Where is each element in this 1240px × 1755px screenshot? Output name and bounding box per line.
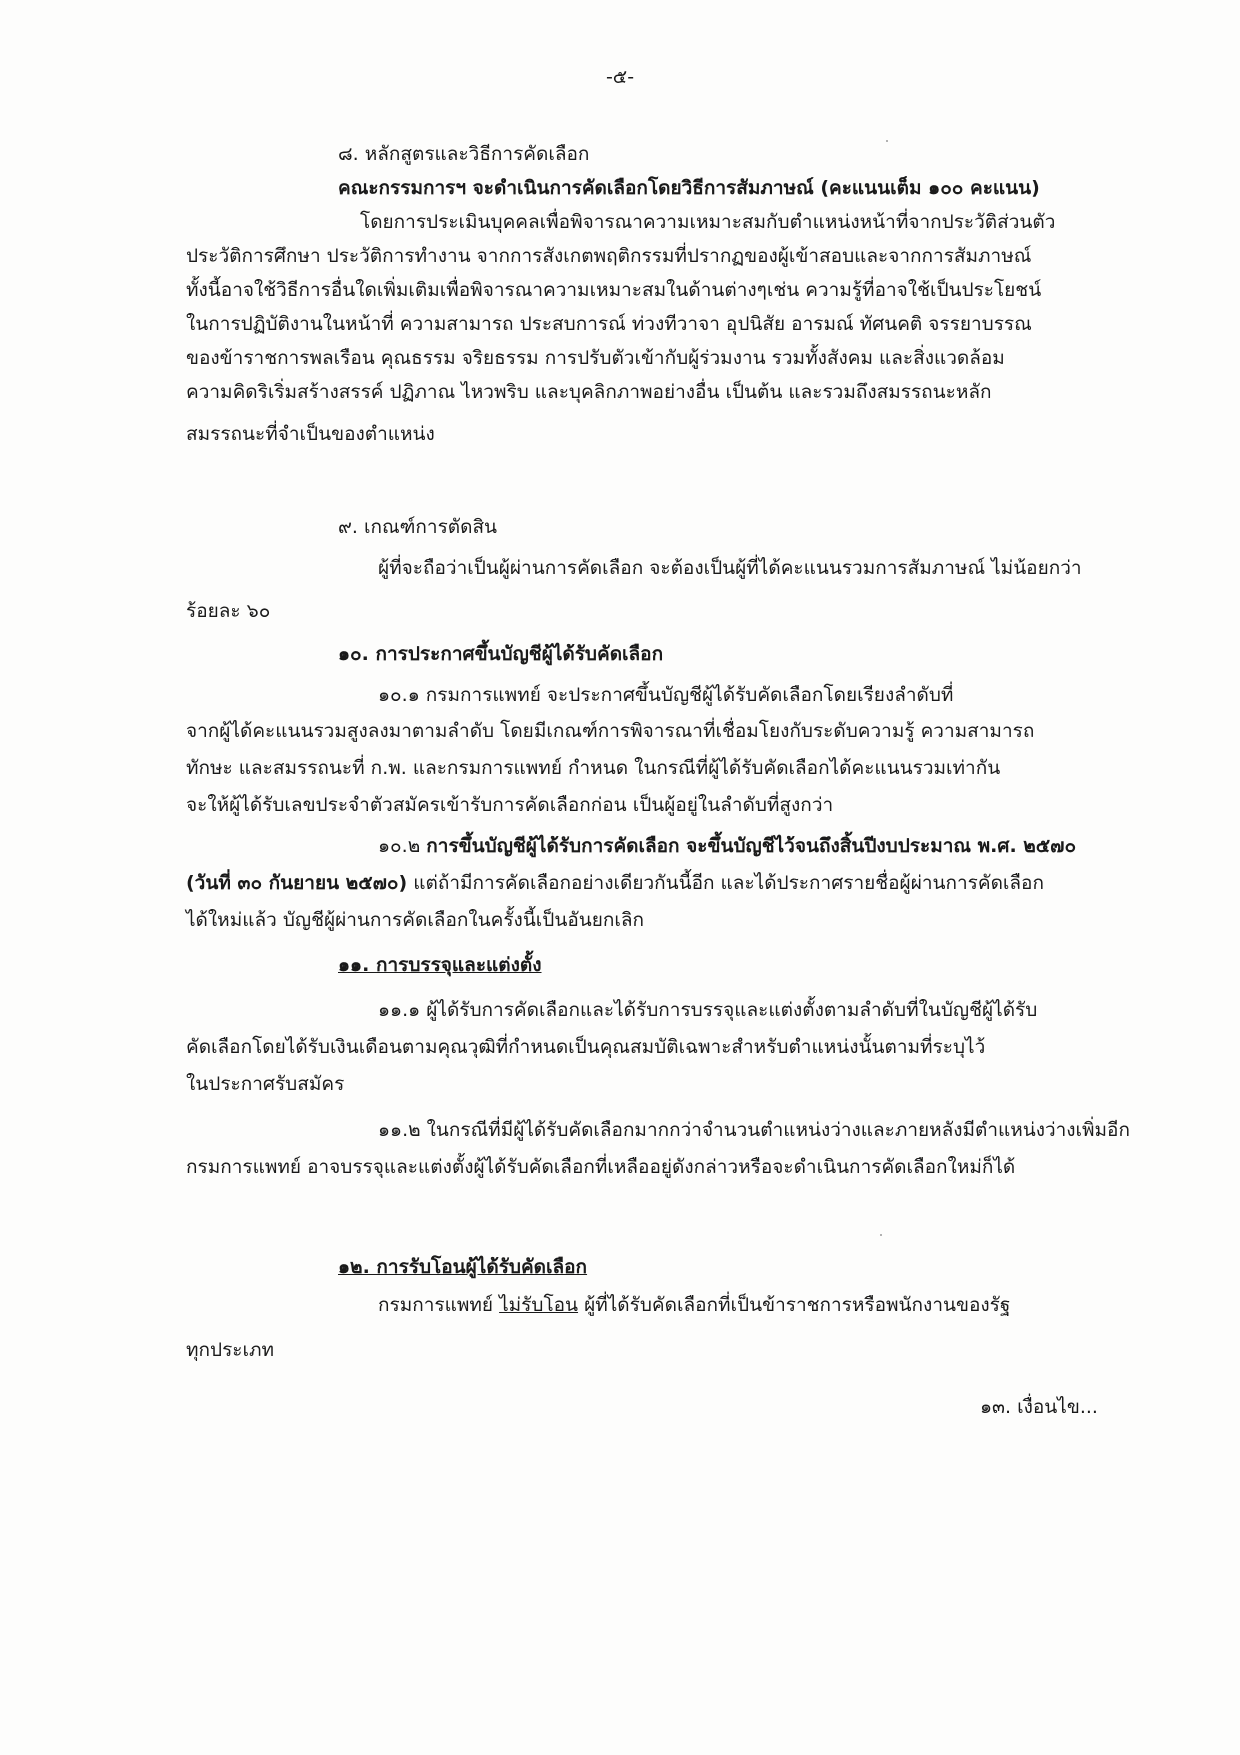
section-9-heading: ๙. เกณฑ์การตัดสิน xyxy=(338,516,498,538)
section-12-dept: กรมการแพทย์ xyxy=(378,1294,494,1316)
section-8-line-1: โดยการประเมินบุคคลเพื่อพิจารณาความเหมาะสมกับตำแหน่งหน้าที่จากประวัติส่วนตัว xyxy=(360,211,1056,233)
section-11-1-line-3: ในประกาศรับสมัคร xyxy=(186,1073,345,1095)
section-10-2-bold-text: การขึ้นบัญชีผู้ได้รับการคัดเลือก จะขึ้นบัญชีไว้จนถึงสิ้นปีงบประมาณ พ.ศ. ๒๕๗๐ xyxy=(426,835,1077,857)
section-8-line-3: ทั้งนี้อาจใช้วิธีการอื่นใดเพิ่มเติมเพื่อพิจารณาความเหมาะสมในด้านต่างๆเช่น ความรู้ที่อาจใช้เป็นประโยชน์ xyxy=(186,279,1042,301)
section-8-heading: ๘. หลักสูตรและวิธีการคัดเลือก xyxy=(338,143,590,165)
section-8-line-7: สมรรถนะที่จำเป็นของตำแหน่ง xyxy=(186,423,435,445)
section-11-1-line-2: คัดเลือกโดยได้รับเงินเดือนตามคุณวุฒิที่กำหนดเป็นคุณสมบัติเฉพาะสำหรับตำแหน่งนั้นตามที่ระบุไว้ xyxy=(186,1036,986,1058)
section-10-2-line-2 xyxy=(186,866,1044,900)
section-11-2-line-2: กรมการแพทย์ อาจบรรจุและแต่งตั้งผู้ได้รับคัดเลือกที่เหลืออยู่ดังกล่าวหรือจะดำเนินการคัดเลือกใหม่ก็ได้ xyxy=(186,1156,1016,1178)
section-10-2-line-2-text: แต่ถ้ามีการคัดเลือกอย่างเดียวกันนี้อีก และได้ประกาศรายชื่อผู้ผ่านการคัดเลือก xyxy=(413,872,1044,894)
section-12-line-2: ทุกประเภท xyxy=(186,1339,275,1361)
section-10-1-line-4: จะให้ผู้ได้รับเลขประจำตัวสมัครเข้ารับการคัดเลือกก่อน เป็นผู้อยู่ในลำดับที่สูงกว่า xyxy=(186,794,834,816)
section-10-1-line-3: ทักษะ และสมรรถนะที่ ก.พ. และกรมการแพทย์ กำหนด ในกรณีที่ผู้ได้รับคัดเลือกได้คะแนนรวมเท่ากัน xyxy=(186,757,1001,779)
scan-speck xyxy=(886,140,888,142)
section-10-2-date: (วันที่ ๓๐ กันยายน ๒๕๗๐) xyxy=(186,872,408,894)
section-11-2-line-1: ๑๑.๒ ในกรณีที่มีผู้ได้รับคัดเลือกมากกว่าจำนวนตำแหน่งว่างและภายหลังมีตำแหน่งว่างเพิ่มอีก xyxy=(378,1119,1130,1141)
section-11-heading: ๑๑. การบรรจุและแต่งตั้ง xyxy=(338,954,542,976)
section-10-heading: ๑๐. การประกาศขึ้นบัญชีผู้ได้รับคัดเลือก xyxy=(338,643,664,665)
section-8-line-4: ในการปฏิบัติงานในหน้าที่ ความสามารถ ประสบการณ์ ท่วงทีวาจา อุปนิสัย อารมณ์ ทัศนคติ จรรยาบรรณ xyxy=(186,313,1032,335)
section-10-1-line-1: ๑๐.๑ กรมการแพทย์ จะประกาศขึ้นบัญชีผู้ได้รับคัดเลือกโดยเรียงลำดับที่ xyxy=(378,684,954,706)
section-8-line-5: ของข้าราชการพลเรือน คุณธรรม จริยธรรม การปรับตัวเข้ากับผู้ร่วมงาน รวมทั้งสังคม และสิ่งแวดล้อม xyxy=(186,347,1005,369)
section-8-line-6: ความคิดริเริ่มสร้างสรรค์ ปฏิภาณ ไหวพริบ และบุคลิกภาพอย่างอื่น เป็นต้น และรวมถึงสมรรถนะหลัก xyxy=(186,381,992,403)
section-11-1-line-1: ๑๑.๑ ผู้ได้รับการคัดเลือกและได้รับการบรรจุและแต่งตั้งตามลำดับที่ในบัญชีผู้ได้รับ xyxy=(378,999,1038,1021)
section-10-2-line-1 xyxy=(378,829,1076,863)
section-10-2-number: ๑๐.๒ xyxy=(378,835,421,857)
continuation-marker: ๑๓. เงื่อนไข... xyxy=(980,1396,1098,1418)
section-12-no-transfer: ไม่รับโอน xyxy=(499,1294,579,1316)
section-12-line-1 xyxy=(378,1288,1010,1322)
section-10-1-line-2: จากผู้ได้คะแนนรวมสูงลงมาตามลำดับ โดยมีเกณฑ์การพิจารณาที่เชื่อมโยงกับระดับความรู้ ความสามารถ xyxy=(186,720,1035,742)
scan-speck xyxy=(880,1234,882,1236)
section-12-heading: ๑๒. การรับโอนผู้ได้รับคัดเลือก xyxy=(338,1256,588,1278)
section-8-line-2: ประวัติการศึกษา ประวัติการทำงาน จากการสังเกตพฤติกรรมที่ปรากฏของผู้เข้าสอบและจากการสัมภาษณ์ xyxy=(186,245,1032,267)
section-9-line-2: ร้อยละ ๖๐ xyxy=(186,600,271,622)
section-8-subheading: คณะกรรมการฯ จะดำเนินการคัดเลือกโดยวิธีการสัมภาษณ์ (คะแนนเต็ม ๑๐๐ คะแนน) xyxy=(338,177,1040,199)
section-12-line-1-text: ผู้ที่ได้รับคัดเลือกที่เป็นข้าราชการหรือพนักงานของรัฐ xyxy=(584,1294,1011,1316)
section-10-2-line-3: ได้ใหม่แล้ว บัญชีผู้ผ่านการคัดเลือกในครั้งนี้เป็นอันยกเลิก xyxy=(186,909,645,931)
section-9-line-1: ผู้ที่จะถือว่าเป็นผู้ผ่านการคัดเลือก จะต้องเป็นผู้ที่ได้คะแนนรวมการสัมภาษณ์ ไม่น้อยกว่า xyxy=(378,557,1082,579)
page-number: -๕- xyxy=(605,66,635,88)
